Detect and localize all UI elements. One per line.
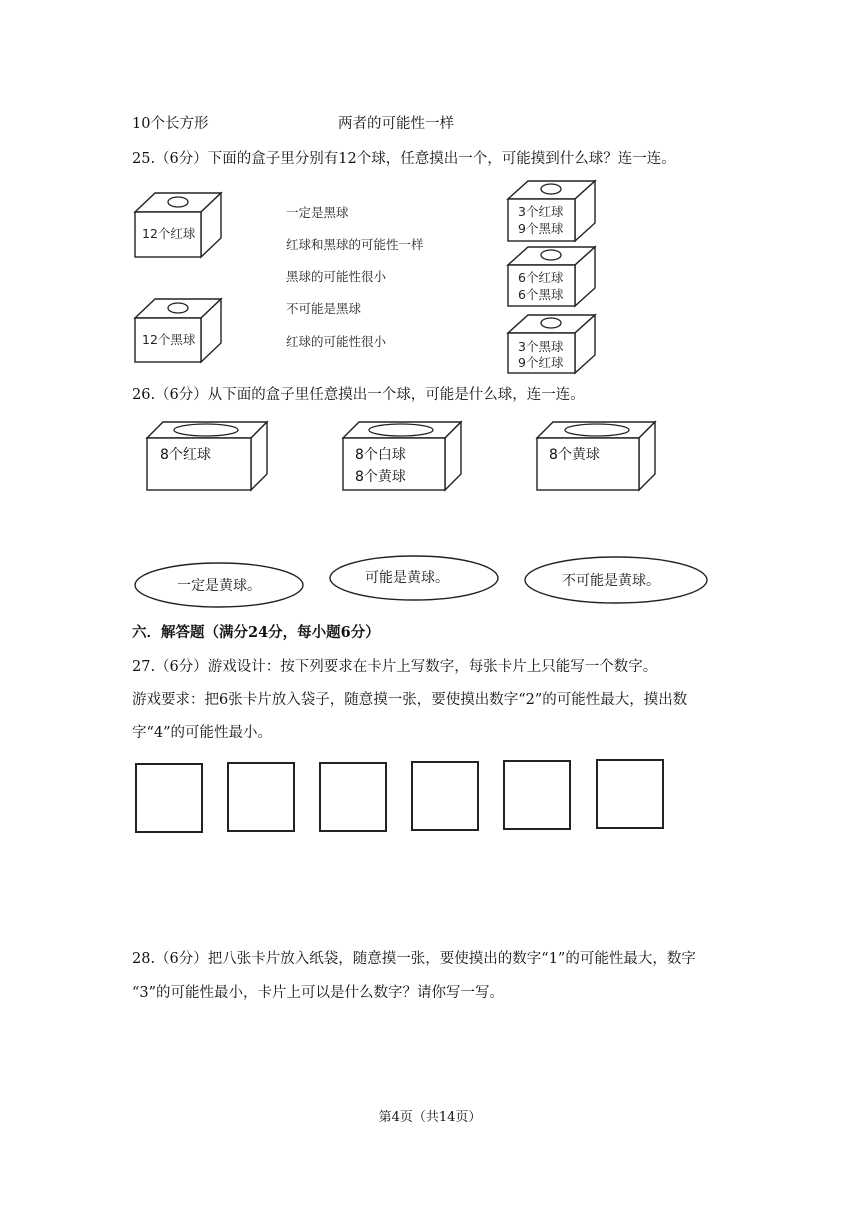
svg-text:9个红球: 9个红球: [518, 355, 564, 370]
q26-prompt: 26.（6分）从下面的盒子里任意摸出一个球，可能是什么球，连一连。: [132, 387, 585, 403]
svg-text:8个白球: 8个白球: [355, 447, 406, 463]
q25-left-box-2-label: 12个黑球: [142, 332, 196, 347]
section-6-title: 六．解答题（满分24分，每小题6分）: [132, 624, 380, 641]
q25-right-box-3: [508, 315, 595, 373]
q25-statement-2: 红球和黑球的可能性一样: [286, 237, 424, 252]
svg-text:6个黑球: 6个黑球: [518, 287, 564, 302]
svg-text:9个黑球: 9个黑球: [518, 221, 564, 236]
q26-oval-2: [330, 556, 498, 600]
q26-box-2: [343, 422, 461, 490]
q25-prompt: 25.（6分）下面的盒子里分别有12个球，任意摸出一个，可能摸到什么球？连一连。: [132, 151, 676, 167]
q28-prompt-line-2: “3”的可能性最小，卡片上可以是什么数字？请你写一写。: [132, 985, 505, 1001]
q26-box-3: [537, 422, 655, 490]
q25-left-box-1: [135, 193, 221, 257]
q25-statement-3: 黑球的可能性很小: [286, 269, 387, 284]
svg-text:可能是黄球。: 可能是黄球。: [365, 570, 449, 586]
prev-answer-left: 10个长方形: [132, 116, 209, 132]
page-footer: 第4页（共14页）: [378, 1110, 482, 1125]
q27-card-1[interactable]: [135, 763, 203, 833]
q28-prompt-line-1: 28.（6分）把八张卡片放入纸袋，随意摸一张，要使摸出的数字“1”的可能性最大，数字: [132, 951, 696, 967]
svg-text:一定是黄球。: 一定是黄球。: [177, 578, 261, 594]
q26-box-1: [147, 422, 267, 490]
q25-left-box-1-label: 12个红球: [142, 226, 196, 241]
q27-card-2[interactable]: [227, 762, 295, 832]
svg-text:8个黄球: 8个黄球: [355, 469, 406, 485]
q27-requirement-line-1: 游戏要求：把6张卡片放入袋子，随意摸一张，要使摸出数字“2”的可能性最大，摸出数: [132, 692, 688, 708]
q25-right-box-1: [508, 181, 595, 241]
svg-text:不可能是黄球。: 不可能是黄球。: [562, 573, 660, 589]
svg-text:6个红球: 6个红球: [518, 270, 564, 285]
svg-text:8个红球: 8个红球: [160, 447, 211, 463]
q27-card-4[interactable]: [411, 761, 479, 831]
svg-text:3个红球: 3个红球: [518, 204, 564, 219]
q27-card-5[interactable]: [503, 760, 571, 830]
q27-requirement-line-2: 字“4”的可能性最小。: [132, 725, 273, 741]
q26-oval-3: [525, 557, 707, 603]
q27-card-6[interactable]: [596, 759, 664, 829]
svg-text:8个黄球: 8个黄球: [549, 447, 600, 463]
q27-prompt: 27.（6分）游戏设计：按下列要求在卡片上写数字，每张卡片上只能写一个数字。: [132, 659, 658, 675]
q25-statement-5: 红球的可能性很小: [286, 334, 387, 349]
svg-text:3个黑球: 3个黑球: [518, 339, 564, 354]
q25-statement-1: 一定是黑球: [286, 205, 349, 220]
q25-left-box-2: [135, 299, 221, 362]
prev-answer-right: 两者的可能性一样: [338, 116, 454, 132]
q25-statement-4: 不可能是黑球: [286, 301, 362, 316]
q27-card-3[interactable]: [319, 762, 387, 832]
q26-oval-1: [135, 563, 303, 607]
q25-right-box-2: [508, 247, 595, 306]
